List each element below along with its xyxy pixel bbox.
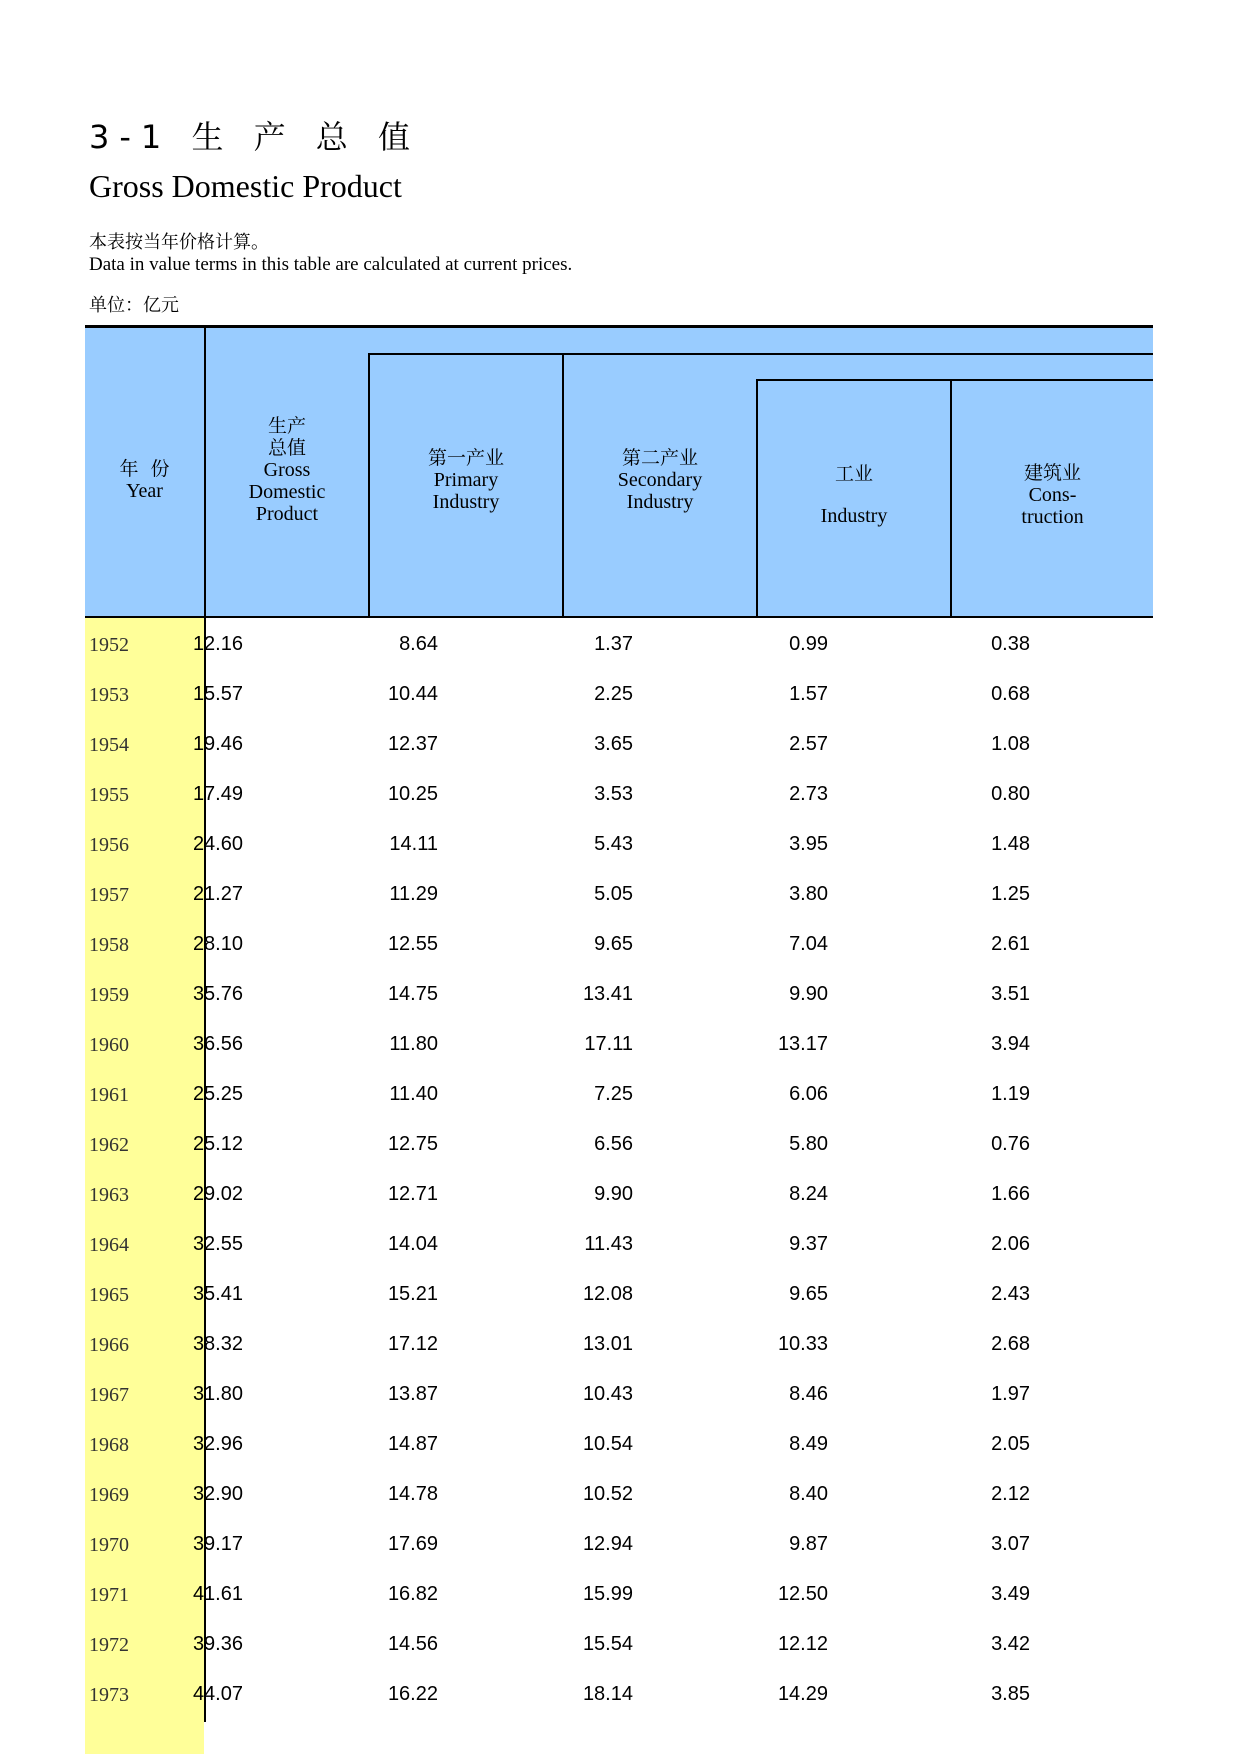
- cell-secondary: 15.99: [582, 1583, 633, 1605]
- header-secondary-en: Secondary Industry: [617, 469, 703, 513]
- table-row: [85, 1418, 1153, 1468]
- cell-year: 1954: [89, 734, 129, 756]
- cell-gdp: 25.12: [192, 1133, 243, 1155]
- cell-secondary: 5.05: [594, 883, 633, 905]
- cell-industry: 3.80: [789, 883, 828, 905]
- cell-primary: 10.44: [387, 683, 438, 705]
- cell-secondary: 13.41: [582, 983, 633, 1005]
- cell-industry: 8.24: [789, 1183, 828, 1205]
- note-cn: 本表按当年价格计算。: [89, 232, 269, 253]
- cell-gdp: 24.60: [192, 833, 243, 855]
- cell-industry: 7.04: [789, 933, 828, 955]
- cell-primary: 13.87: [387, 1383, 438, 1405]
- cell-primary: 14.04: [387, 1233, 438, 1255]
- cell-construction: 3.42: [991, 1633, 1030, 1655]
- cell-primary: 11.29: [389, 883, 438, 905]
- cell-industry: 9.37: [789, 1233, 828, 1255]
- header-construction-cn: 建筑业: [1023, 462, 1081, 484]
- cell-construction: 0.68: [991, 683, 1030, 705]
- cell-gdp: 31.80: [192, 1383, 243, 1405]
- cell-industry: 12.50: [777, 1583, 828, 1605]
- cell-primary: 12.71: [387, 1183, 438, 1205]
- header-year-en: Year: [126, 480, 163, 502]
- cell-year: 1968: [89, 1434, 129, 1456]
- cell-gdp: 29.02: [192, 1183, 243, 1205]
- cell-year: 1956: [89, 834, 129, 856]
- cell-construction: 1.97: [991, 1383, 1030, 1405]
- header-industry-en: Industry: [820, 505, 888, 527]
- cell-construction: 3.51: [991, 983, 1030, 1005]
- cell-primary: 11.80: [389, 1033, 438, 1055]
- cell-industry: 12.12: [777, 1633, 828, 1655]
- cell-construction: 1.08: [991, 733, 1030, 755]
- cell-year: 1964: [89, 1234, 129, 1256]
- cell-year: 1971: [89, 1584, 129, 1606]
- cell-primary: 17.12: [387, 1333, 438, 1355]
- cell-gdp: 17.49: [192, 783, 243, 805]
- header-primary-cn: 第一产业: [427, 447, 504, 469]
- table-row: [85, 1218, 1153, 1268]
- cell-primary: 17.69: [387, 1533, 438, 1555]
- cell-primary: 12.75: [387, 1133, 438, 1155]
- cell-construction: 2.05: [991, 1433, 1030, 1455]
- table-row: [85, 1468, 1153, 1518]
- table-row: [85, 1368, 1153, 1418]
- cell-primary: 12.37: [387, 733, 438, 755]
- cell-year: 1958: [89, 934, 129, 956]
- cell-primary: 12.55: [387, 933, 438, 955]
- cell-industry: 6.06: [789, 1083, 828, 1105]
- cell-industry: 8.40: [789, 1483, 828, 1505]
- cell-primary: 11.40: [389, 1083, 438, 1105]
- table-row: [85, 968, 1153, 1018]
- cell-secondary: 18.14: [582, 1683, 633, 1705]
- cell-primary: 14.87: [387, 1433, 438, 1455]
- header-gdp-cn: 生产 总值: [267, 415, 306, 459]
- table-row: [85, 618, 1153, 668]
- cell-year: 1955: [89, 784, 129, 806]
- cell-primary: 14.78: [387, 1483, 438, 1505]
- cell-industry: 2.57: [789, 733, 828, 755]
- cell-gdp: 21.27: [192, 883, 243, 905]
- cell-gdp: 19.46: [192, 733, 243, 755]
- cell-gdp: 25.25: [192, 1083, 243, 1105]
- cell-secondary: 3.53: [594, 783, 633, 805]
- header-primary: [370, 380, 562, 580]
- cell-year: 1953: [89, 684, 129, 706]
- cell-construction: 0.76: [991, 1133, 1030, 1155]
- cell-secondary: 17.11: [584, 1033, 633, 1055]
- table-row: [85, 668, 1153, 718]
- cell-gdp: 32.90: [192, 1483, 243, 1505]
- cell-secondary: 7.25: [594, 1083, 633, 1105]
- cell-year: 1966: [89, 1334, 129, 1356]
- cell-primary: 14.75: [387, 983, 438, 1005]
- table-row: [85, 718, 1153, 768]
- cell-construction: 2.61: [991, 933, 1030, 955]
- cell-industry: 9.90: [789, 983, 828, 1005]
- cell-secondary: 9.90: [594, 1183, 633, 1205]
- cell-year: 1961: [89, 1084, 129, 1106]
- cell-construction: 2.43: [991, 1283, 1030, 1305]
- cell-primary: 15.21: [387, 1283, 438, 1305]
- page-title-cn: 3-1 生 产 总 值: [89, 118, 420, 156]
- cell-secondary: 10.52: [582, 1483, 633, 1505]
- header-industry-cn: 工业: [834, 463, 873, 485]
- cell-year: 1969: [89, 1484, 129, 1506]
- cell-year: 1957: [89, 884, 129, 906]
- cell-construction: 2.06: [991, 1233, 1030, 1255]
- table-top-border: [85, 325, 1153, 328]
- cell-construction: 2.12: [991, 1483, 1030, 1505]
- cell-construction: 2.68: [991, 1333, 1030, 1355]
- cell-secondary: 15.54: [582, 1633, 633, 1655]
- cell-industry: 9.65: [789, 1283, 828, 1305]
- cell-secondary: 6.56: [594, 1133, 633, 1155]
- table-row: [85, 1068, 1153, 1118]
- cell-industry: 10.33: [777, 1333, 828, 1355]
- cell-industry: 8.46: [789, 1383, 828, 1405]
- cell-gdp: 35.41: [192, 1283, 243, 1305]
- table-row: [85, 1018, 1153, 1068]
- page-title-en: Gross Domestic Product: [89, 168, 402, 204]
- cell-secondary: 12.94: [582, 1533, 633, 1555]
- table-row: [85, 1268, 1153, 1318]
- cell-construction: 1.48: [991, 833, 1030, 855]
- cell-industry: 8.49: [789, 1433, 828, 1455]
- header-divider: [756, 379, 1153, 381]
- cell-gdp: 32.55: [192, 1233, 243, 1255]
- cell-gdp: 28.10: [192, 933, 243, 955]
- unit-label: 单位：亿元: [89, 295, 179, 316]
- cell-year: 1960: [89, 1034, 129, 1056]
- cell-industry: 14.29: [777, 1683, 828, 1705]
- cell-construction: 3.49: [991, 1583, 1030, 1605]
- table-row: [85, 768, 1153, 818]
- cell-industry: 13.17: [777, 1033, 828, 1055]
- cell-year: 1963: [89, 1184, 129, 1206]
- table-body: [85, 618, 1153, 1718]
- header-divider: [368, 353, 1153, 355]
- cell-gdp: 36.56: [192, 1033, 243, 1055]
- table-row: [85, 1668, 1153, 1718]
- header-construction-en: Cons- truction: [1021, 484, 1084, 528]
- cell-secondary: 3.65: [594, 733, 633, 755]
- note-en: Data in value terms in this table are calculated at current prices.: [89, 254, 573, 275]
- cell-secondary: 5.43: [594, 833, 633, 855]
- header-secondary: [564, 380, 756, 580]
- cell-year: 1959: [89, 984, 129, 1006]
- cell-construction: 3.85: [991, 1683, 1030, 1705]
- cell-primary: 16.22: [387, 1683, 438, 1705]
- cell-construction: 3.07: [991, 1533, 1030, 1555]
- cell-industry: 9.87: [789, 1533, 828, 1555]
- cell-gdp: 44.07: [192, 1683, 243, 1705]
- cell-industry: 1.57: [789, 683, 828, 705]
- header-secondary-cn: 第二产业: [621, 447, 698, 469]
- header-construction: [952, 395, 1153, 595]
- table-row: [85, 1118, 1153, 1168]
- cell-secondary: 11.43: [584, 1233, 633, 1255]
- cell-gdp: 38.32: [192, 1333, 243, 1355]
- cell-secondary: 10.43: [582, 1383, 633, 1405]
- table-row: [85, 1318, 1153, 1368]
- cell-year: 1965: [89, 1284, 129, 1306]
- cell-year: 1967: [89, 1384, 129, 1406]
- cell-year: 1952: [89, 634, 129, 656]
- cell-secondary: 9.65: [594, 933, 633, 955]
- header-year-cn: 年 份: [119, 458, 170, 480]
- cell-construction: 1.19: [991, 1083, 1030, 1105]
- cell-year: 1962: [89, 1134, 129, 1156]
- table-row: [85, 1618, 1153, 1668]
- cell-year: 1973: [89, 1684, 129, 1706]
- cell-industry: 2.73: [789, 783, 828, 805]
- table-row: [85, 1168, 1153, 1218]
- cell-industry: 3.95: [789, 833, 828, 855]
- cell-primary: 10.25: [387, 783, 438, 805]
- cell-primary: 14.11: [389, 833, 438, 855]
- cell-primary: 14.56: [387, 1633, 438, 1655]
- header-year: [85, 380, 204, 580]
- cell-industry: 5.80: [789, 1133, 828, 1155]
- cell-secondary: 10.54: [582, 1433, 633, 1455]
- cell-industry: 0.99: [789, 633, 828, 655]
- cell-primary: 8.64: [399, 633, 438, 655]
- cell-primary: 16.82: [387, 1583, 438, 1605]
- cell-gdp: 41.61: [192, 1583, 243, 1605]
- header-primary-en: Primary Industry: [432, 469, 500, 513]
- cell-year: 1970: [89, 1534, 129, 1556]
- cell-construction: 0.80: [991, 783, 1030, 805]
- header-gdp: [206, 370, 368, 570]
- header-gdp-en: Gross Domestic Product: [248, 459, 326, 525]
- header-industry: [758, 395, 950, 595]
- cell-gdp: 32.96: [192, 1433, 243, 1455]
- cell-secondary: 1.37: [594, 633, 633, 655]
- cell-secondary: 2.25: [594, 683, 633, 705]
- table-row: [85, 868, 1153, 918]
- cell-gdp: 35.76: [192, 983, 243, 1005]
- cell-construction: 1.66: [991, 1183, 1030, 1205]
- cell-secondary: 12.08: [582, 1283, 633, 1305]
- cell-construction: 0.38: [991, 633, 1030, 655]
- table-row: [85, 918, 1153, 968]
- cell-construction: 3.94: [991, 1033, 1030, 1055]
- table-row: [85, 1568, 1153, 1618]
- cell-gdp: 12.16: [192, 633, 243, 655]
- cell-gdp: 15.57: [192, 683, 243, 705]
- cell-secondary: 13.01: [582, 1333, 633, 1355]
- table-row: [85, 818, 1153, 868]
- cell-year: 1972: [89, 1634, 129, 1656]
- cell-construction: 1.25: [991, 883, 1030, 905]
- cell-gdp: 39.17: [192, 1533, 243, 1555]
- table-row: [85, 1518, 1153, 1568]
- cell-gdp: 39.36: [192, 1633, 243, 1655]
